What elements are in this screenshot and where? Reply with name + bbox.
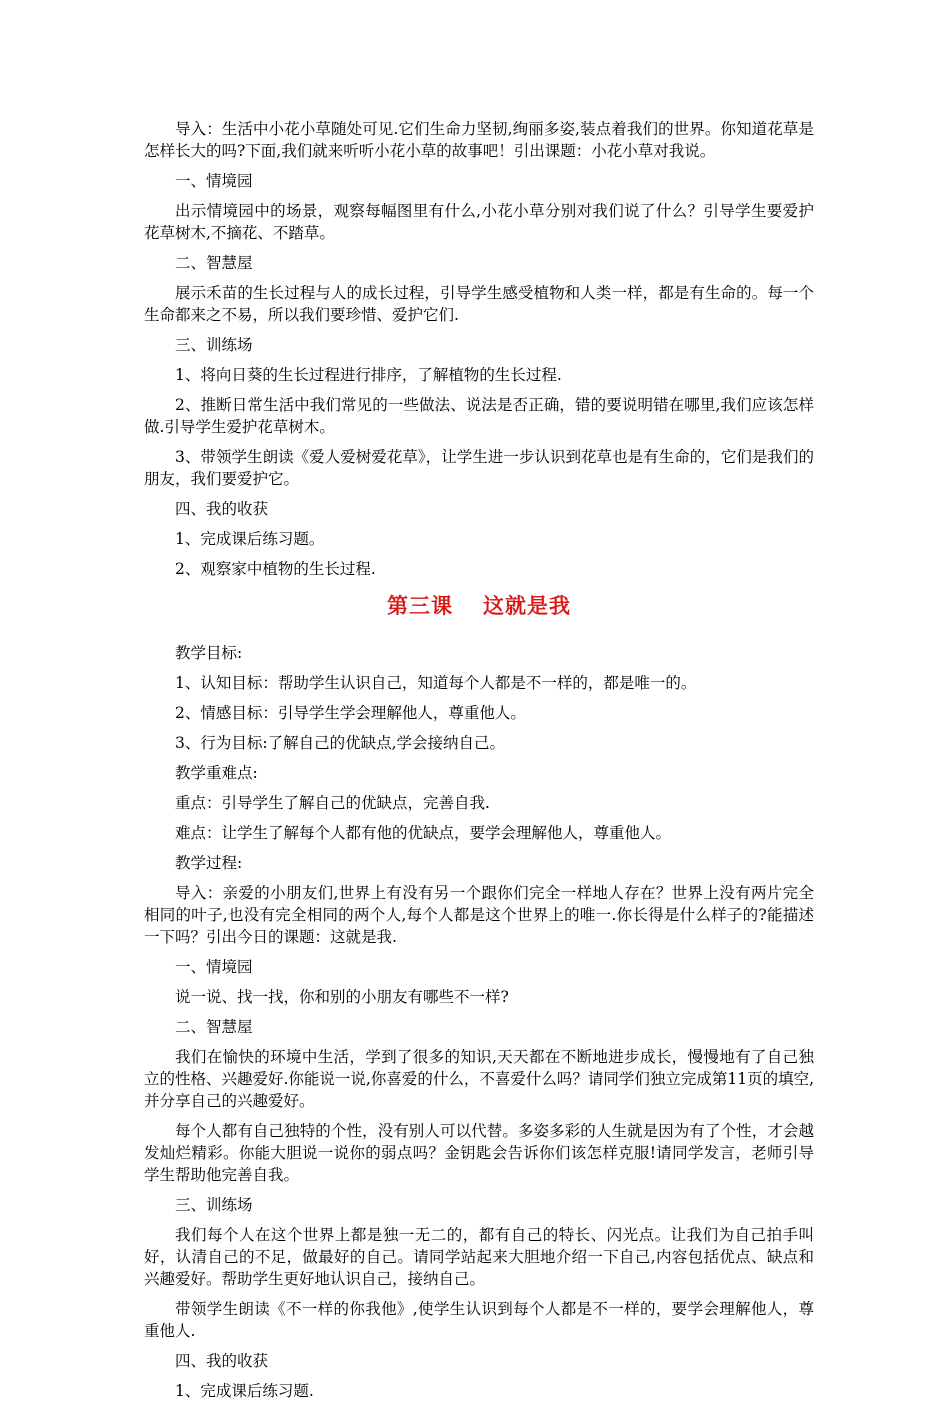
section1-training-item-2: 2、推断日常生活中我们常见的一些做法、说法是否正确，错的要说明错在哪里,我们应该怎样做.引导学生爱护花草树木。 [144,396,814,436]
section2-paragraph-situation: 说一说、找一找，你和别的小朋友有哪些不一样? [175,988,509,1006]
section2-heading-harvest: 四、我的收获 [175,1352,269,1370]
section2-paragraph-training-2: 带领学生朗读《不一样的你我他》,使学生认识到每个人都是不一样的，要学会理解他人，尊重他人. [144,1300,814,1340]
section1-training-item-3: 3、带领学生朗读《爱人爱树爱花草》，让学生进一步认识到花草也是有生命的，它们是我们的朋友，我们要爱护它。 [144,448,814,488]
lesson-title [144,592,814,620]
key-point: 重点：引导学生了解自己的优缺点，完善自我. [175,794,490,812]
section1-paragraph-situation: 出示情境园中的场景，观察每幅图里有什么,小花小草分别对我们说了什么？引导学生要爱护花草树木,不摘花、不踏草。 [144,202,814,242]
section1-heading-harvest: 四、我的收获 [175,500,269,518]
section1-harvest-item-2: 2、观察家中植物的生长过程. [175,560,376,578]
goal-behavioral: 3、行为目标:了解自己的优缺点,学会接纳自己。 [175,734,506,752]
process-heading: 教学过程: [175,854,243,872]
goal-emotional: 2、情感目标：引导学生学会理解他人，尊重他人。 [175,704,526,722]
lesson-title-name: 这就是我 [483,593,571,618]
difficult-point: 难点：让学生了解每个人都有他的优缺点，要学会理解他人，尊重他人。 [175,824,672,842]
section1-heading-training: 三、训练场 [175,336,253,354]
section2-paragraph-wisdom-1: 我们在愉快的环境中生活，学到了很多的知识,天天都在不断地进步成长，慢慢地有了自己独立的性格、兴趣爱好.你能说一说,你喜爱的什么，不喜爱什么吗？请同学们独立完成第11页的填空,并分享自己的兴趣爱好。 [144,1048,815,1110]
section2-intro: 导入：亲爱的小朋友们,世界上有没有另一个跟你们完全一样地人存在？世界上没有两片完全相同的叶子,也没有完全相同的两个人,每个人都是这个世界上的唯一.你长得是什么样子的?能描述一下吗？引出今日的课题：这就是我. [144,884,814,946]
key-difficult-heading: 教学重难点: [175,764,258,782]
section1-harvest-item-1: 1、完成课后练习题。 [175,530,325,548]
section2-heading-training: 三、训练场 [175,1196,253,1214]
section1-heading-situation: 一、情境园 [175,172,253,190]
section2-harvest-item-1: 1、完成课后练习题. [175,1382,314,1400]
goals-heading: 教学目标: [175,644,243,662]
section1-heading-wisdom: 二、智慧屋 [175,254,253,272]
section2-paragraph-wisdom-2: 每个人都有自己独特的个性，没有别人可以代替。多姿多彩的人生就是因为有了个性，才会越发灿烂精彩。你能大胆说一说你的弱点吗？金钥匙会告诉你们该怎样克服!请同学发言，老师引导学生帮助他完善自我。 [144,1122,814,1184]
section2-heading-wisdom: 二、智慧屋 [175,1018,253,1036]
goal-cognitive: 1、认知目标：帮助学生认识自己，知道每个人都是不一样的，都是唯一的。 [175,674,697,692]
section1-intro: 导入：生活中小花小草随处可见.它们生命力坚韧,绚丽多姿,装点着我们的世界。你知道花草是怎样长大的吗?下面,我们就来听听小花小草的故事吧！引出课题：小花小草对我说。 [144,120,814,160]
section1-training-item-1: 1、将向日葵的生长过程进行排序，了解植物的生长过程. [175,366,562,384]
section2-paragraph-training-1: 我们每个人在这个世界上都是独一无二的，都有自己的特长、闪光点。让我们为自己拍手叫好，认清自己的不足，做最好的自己。请同学站起来大胆地介绍一下自己,内容包括优点、缺点和兴趣爱好。帮助学生更好地认识自己，接纳自己。 [144,1226,814,1288]
section2-heading-situation: 一、情境园 [175,958,253,976]
lesson-title-number: 第三课 [387,593,453,618]
document-page [144,118,814,1410]
section1-paragraph-wisdom: 展示禾苗的生长过程与人的成长过程，引导学生感受植物和人类一样，都是有生命的。每一个生命都来之不易，所以我们要珍惜、爱护它们. [144,284,814,324]
